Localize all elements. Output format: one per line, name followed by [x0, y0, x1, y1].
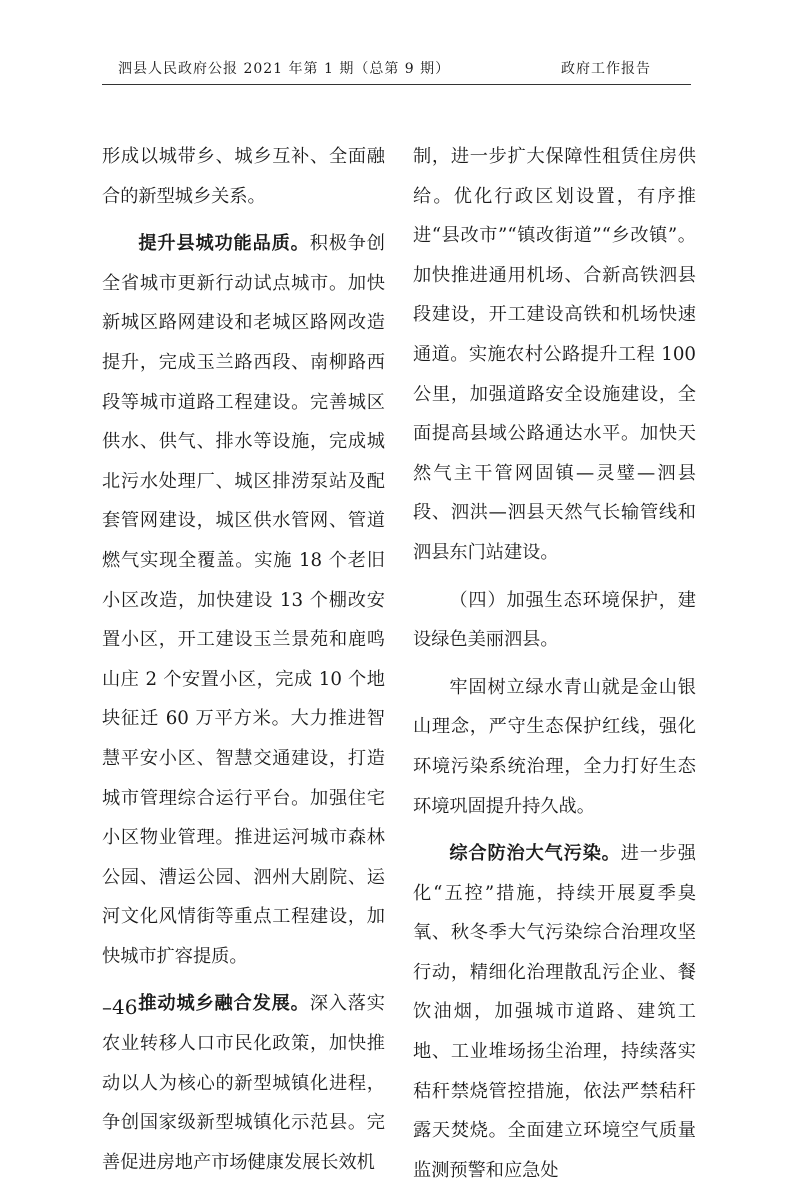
paragraph: 形成以城带乡、城乡互补、全面融合的新型城乡关系。 [102, 146, 385, 207]
left-column [102, 137, 385, 1182]
page-number: –46– [102, 995, 148, 1019]
header-publication-title: 泗县人民政府公报 2021 年第 1 期（总第 9 期） [118, 61, 451, 77]
paragraph-heading: 提升县城功能品质。 [138, 233, 310, 255]
paragraph: 牢固树立绿水青山就是金山银山理念，严守生态保护红线，强化环境污染系统治理，全力打好生态环境巩固提升持久战。 [413, 676, 696, 817]
header-section-title: 政府工作报告 [561, 61, 651, 77]
paragraph-body: 深入落实农业转移人口市民化政策，加快推动以人为核心的新型城镇化进程，争创国家级新型城镇化示范县。完善促进房地产市场健康发展长效机 [102, 993, 385, 1173]
paragraph [413, 834, 696, 1190]
paragraph [102, 224, 385, 976]
paragraph-body: 积极争创全省城市更新行动试点城市。加快新城区路网建设和老城区路网改造提升，完成玉兰路西段、南柳路西段等城市道路工程建设。完善城区供水、供气、排水等设施，完成城北污水处理厂、城区排涝泵站及配套管网建设，城区供水管网、管道燃气实现全覆盖。实施 18 个老旧小区改造，加快建设 13 个棚改安置小区，开工建设玉兰景苑和鹿鸣山庄 2 个安置小区，完成 10 个地块征迁 60 万平方米。大力推进智慧平安小区、智慧交通建设，打造城市管理综合运行平台。加强住宅小区物业管理。推进运河城市森林公园、漕运公园、泗州大剧院、运河文化风情街等重点工程建设，加快城市扩容提质。 [102, 233, 385, 967]
right-column [413, 137, 696, 1190]
header-rule [102, 84, 691, 85]
section-heading: （四）加强生态环境保护，建设绿色美丽泗县。 [413, 589, 696, 651]
running-header [102, 58, 691, 80]
paragraph-heading: 推动城乡融合发展。 [138, 993, 310, 1015]
paragraph: 制，进一步扩大保障性租赁住房供给。优化行政区划设置，有序推进“县改市”“镇改街道”“乡改镇”。加快推进通用机场、合新高铁泗县段建设，开工建设高铁和机场快速通道。实施农村公路提升工程 100 公里，加强道路安全设施建设，全面提高县域公路通达水平。加快天然气主干管网固镇—灵璧—泗县段、泗洪—泗县天然气长输管线和泗县东门站建设。 [413, 146, 696, 563]
paragraph-body: 进一步强化“五控”措施，持续开展夏季臭氧、秋冬季大气污染综合治理攻坚行动，精细化治理散乱污企业、餐饮油烟，加强城市道路、建筑工地、工业堆场扬尘治理，持续落实秸秆禁烧管控措施，依法严禁秸秆露天焚烧。全面建立环境空气质量监测预警和应急处 [413, 843, 696, 1181]
paragraph-heading: 综合防治大气污染。 [449, 843, 621, 865]
